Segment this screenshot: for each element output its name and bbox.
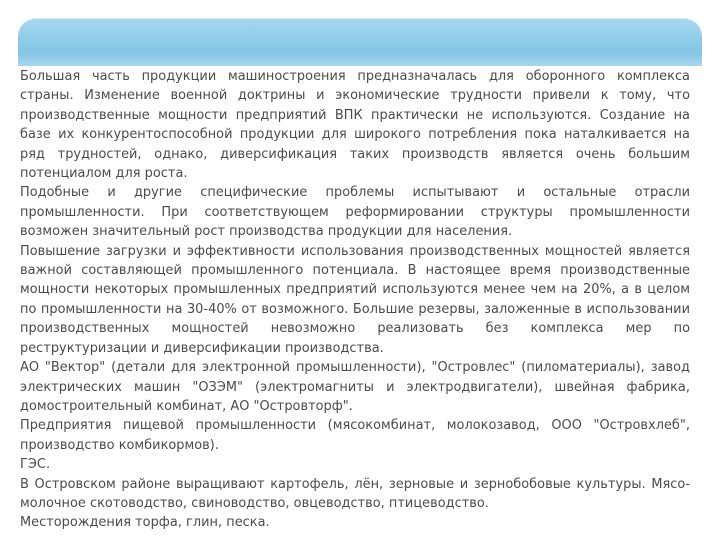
paragraph-enterprises: АО "Вектор" (детали для электронной промышленности), "Островлес" (пиломатериалы), завод электрических машин "ОЗЭМ" (электромагниты и электродвигатели), швейная фабрика, домостроительный комбинат, АО "Островторф". [20,360,690,414]
paragraph-defense-industry: Большая часть продукции машиностроения предназначалась для оборонного комплекса страны. Изменение военной доктрины и экономические трудности привели к тому, что производственные мощности предприятий ВПК практически не используются. Создание на базе их конкурентоспособной продукции для широкого потребления пока наталкивается на ряд трудностей, однако, диверсификация таких производств является очень большим потенциалом для роста. [20,69,690,182]
paragraph-hydro-power: ГЭС. [20,457,51,473]
slide-content [20,67,690,529]
paragraph-capacity-utilization: Повышение загрузки и эффективности использования производственных мощностей является важной составляющей промышленного потенциала. В настоящее время производственные мощности некоторых промышленных предприятий используются менее чем на 20%, а в целом по промышленности на 30-40% от возможного. Большие резервы, заложенные в использовании производственных мощностей невозможно реализовать без комплекса мер по реструктуризации и диверсификации производства. [20,243,690,356]
paragraph-other-industries: Подобные и другие специфические проблемы испытывают и остальные отрасли промышленности. При соответствующем реформировании структуры промышленности возможен значительный рост производства продукции для населения. [20,185,690,240]
paragraph-food-industry: Предприятия пищевой промышленности (мясокомбинат, молокозавод, ООО "Островхлеб", производство комбикормов). [20,418,690,453]
paragraph-agriculture: В Островском районе выращивают картофель, лён, зерновые и зернобобовые культуры. Мясо-молочное скотоводство, свиноводство, овцеводство, птицеводство. [20,476,690,511]
paragraph-deposits: Месторождения торфа, глин, песка. [20,515,270,531]
header-band [18,18,702,66]
